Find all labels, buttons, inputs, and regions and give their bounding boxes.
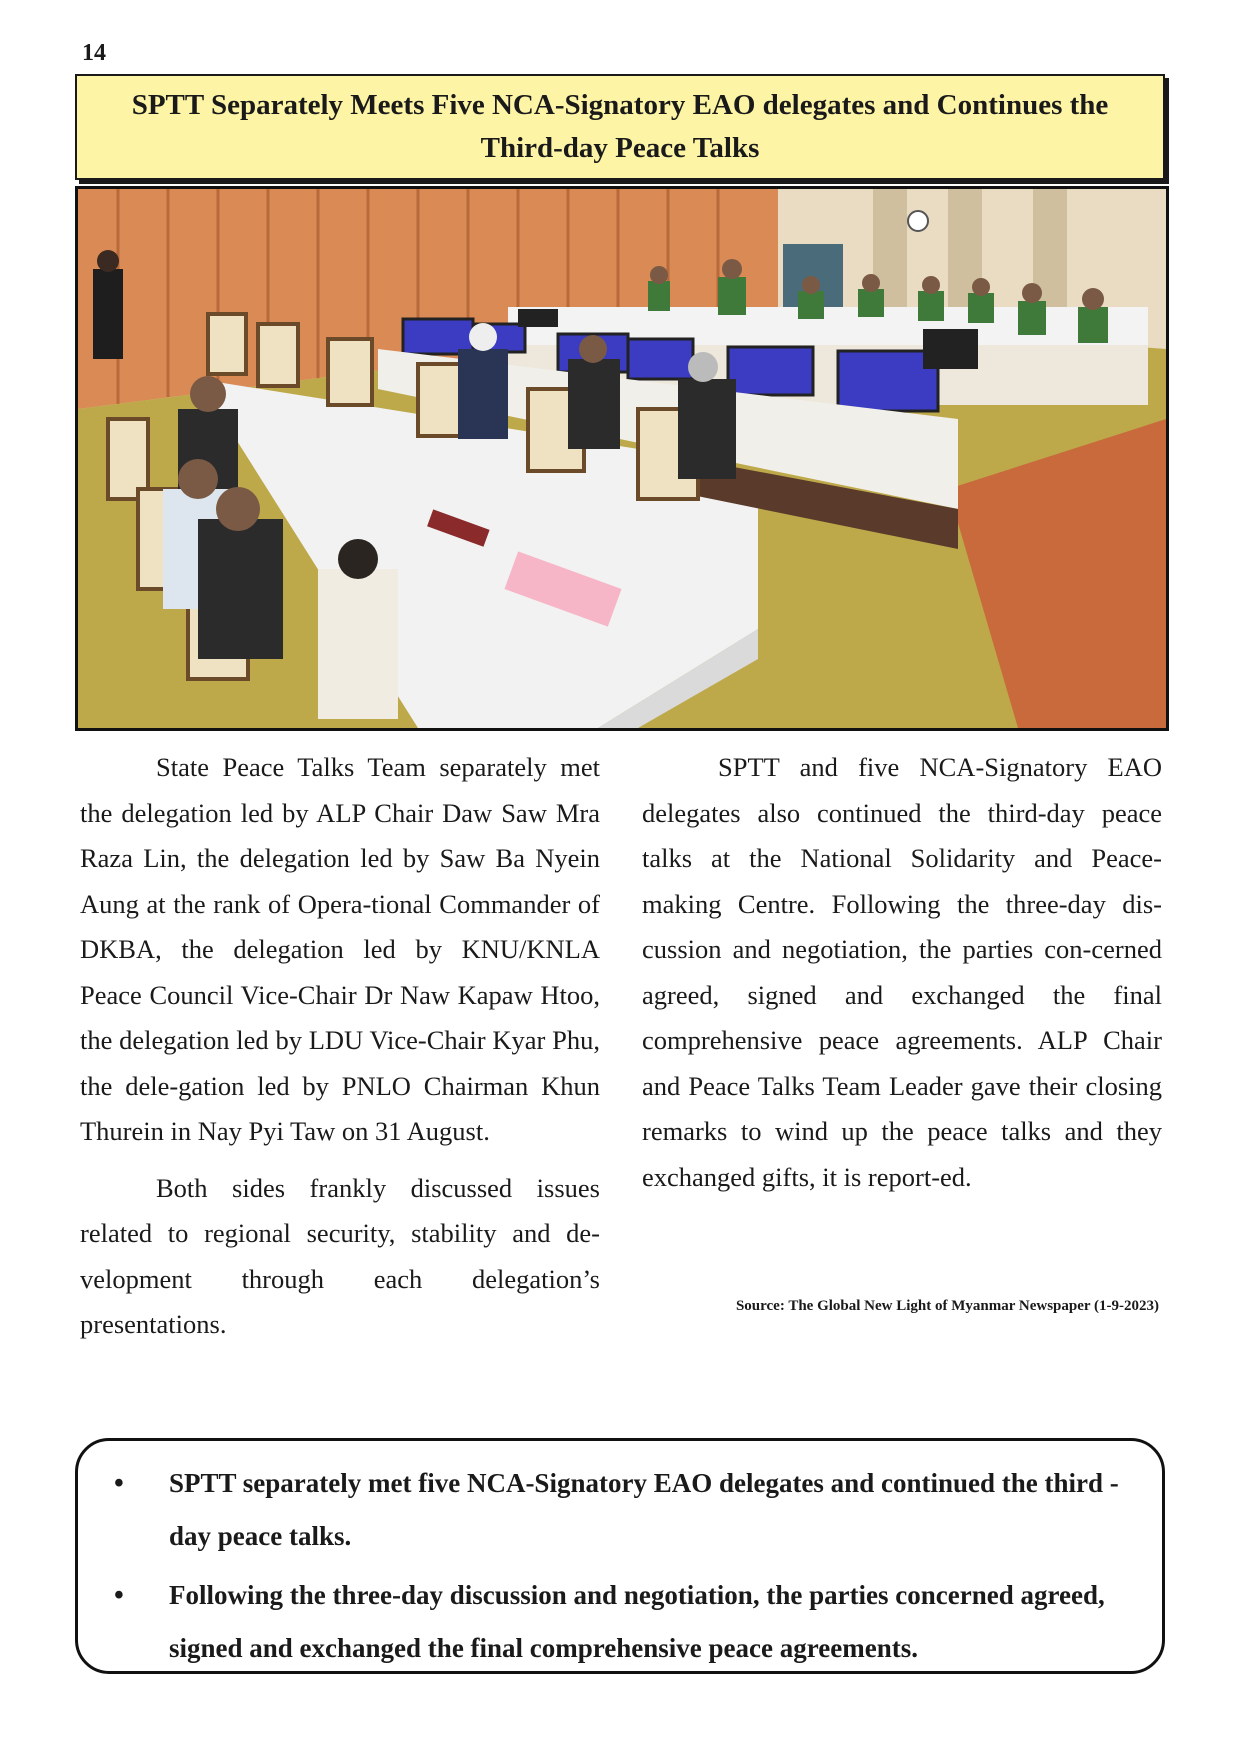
bullet-icon: • [114,1580,124,1611]
summary-item [114,1569,1142,1675]
article-column-right [642,745,1162,1211]
summary-text: Following the three-day discussion and negotiation, the parties concerned agreed, signed and exchanged the final comprehensive peace agreements. [169,1580,1105,1663]
title-box [75,74,1165,180]
meeting-photo-illustration [78,189,1166,728]
summary-list [114,1457,1142,1675]
article-column-left [80,745,600,1359]
meeting-photo [75,186,1169,731]
paragraph: SPTT and five NCA-Signatory EAO delegates also continued the third-day peace talks at the National Solidarity and Peace-making Centre. Following the three-day dis-cussion and negotiation, the parties con-cerned agreed, signed and exchanged the final comprehensive peace agreements. ALP Chair and Peace Talks Team Leader gave their closing remarks to wind up the peace talks and they exchanged gifts, it is report-ed. [642,752,1162,1192]
summary-item [114,1457,1142,1563]
paragraph: State Peace Talks Team separately met the delegation led by ALP Chair Daw Saw Mra Raza Lin, the delegation led by Saw Ba Nyein Aung at the rank of Opera-tional Commander of DKBA, the delegation led by KNU/KNLA Peace Council Vice-Chair Dr Naw Kapaw Htoo, the delegation led by LDU Vice-Chair Kyar Phu, the dele-gation led by PNLO Chairman Khun Thurein in Nay Pyi Taw on 31 August. [80,752,600,1146]
source-credit: Source: The Global New Light of Myanmar Newspaper (1-9-2023) [735,1298,1159,1314]
article-title: SPTT Separately Meets Five NCA-Signatory EAO delegates and Continues the Third-day Peace Talks [131,89,1109,164]
summary-text: SPTT separately met five NCA-Signatory EAO delegates and continued the third -day peace talks. [169,1468,1119,1551]
paragraph: Both sides frankly discussed issues related to regional security, stability and de-velopment through each delegation’s presentations. [80,1172,600,1339]
page-number: 14 [82,40,106,66]
summary-box [75,1438,1165,1674]
bullet-icon: • [114,1468,124,1499]
